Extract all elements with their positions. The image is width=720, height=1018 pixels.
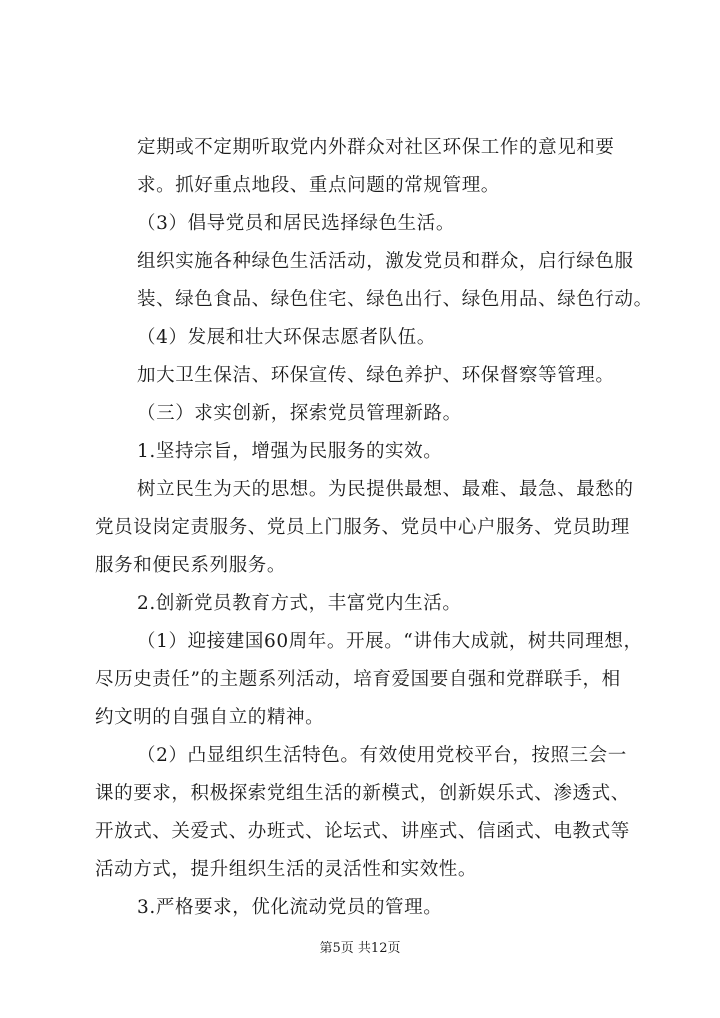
text-line: 树立民生为天的思想。为民提供最想、最难、最急、最愁的 bbox=[137, 479, 634, 500]
text-line: 定期或不定期听取党内外群众对社区环保工作的意见和要 bbox=[137, 137, 615, 158]
text-line: 尽历史责任”的主题系列活动，培育爱国要自强和党群联手，相 bbox=[95, 669, 621, 690]
section-heading: （三）求实创新，探索党员管理新路。 bbox=[137, 403, 462, 424]
text-line: 活动方式，提升组织生活的灵活性和实效性。 bbox=[95, 859, 478, 880]
numbered-item-1: 1.坚持宗旨，增强为民服务的实效。 bbox=[137, 441, 443, 462]
text-line: 约文明的自强自立的精神。 bbox=[95, 707, 325, 728]
text-line: 组织实施各种绿色生活活动，激发党员和群众，启行绿色服 bbox=[137, 251, 634, 272]
numbered-item-2: 2.创新党员教育方式，丰富党内生活。 bbox=[137, 593, 462, 614]
text-line: 课的要求，积极探索党组生活的新模式，创新娱乐式、渗透式、 bbox=[95, 783, 630, 804]
text-line: （2）凸显组织生活特色。有效使用党校平台，按照三会一 bbox=[137, 745, 627, 766]
text-line: 党员设岗定责服务、党员上门服务、党员中心户服务、党员助理 bbox=[95, 517, 630, 538]
text-line: 装、绿色食品、绿色住宅、绿色出行、绿色用品、绿色行动。 bbox=[137, 289, 653, 310]
subheading-3: （3）倡导党员和居民选择绿色生活。 bbox=[137, 213, 455, 234]
subheading-4: （4）发展和壮大环保志愿者队伍。 bbox=[137, 327, 436, 348]
text-line: 开放式、关爱式、办班式、论坛式、讲座式、信函式、电教式等 bbox=[95, 821, 630, 842]
text-line: 求。抓好重点地段、重点问题的常规管理。 bbox=[137, 175, 500, 196]
text-line: 服务和便民系列服务。 bbox=[95, 555, 287, 576]
text-line: （1）迎接建国60周年。开展。“讲伟大成就，树共同理想， bbox=[137, 631, 643, 652]
page-footer: 第5页 共12页 bbox=[319, 941, 401, 956]
numbered-item-3: 3.严格要求，优化流动党员的管理。 bbox=[137, 897, 443, 918]
text-line: 加大卫生保洁、环保宣传、绿色养护、环保督察等管理。 bbox=[137, 365, 615, 386]
